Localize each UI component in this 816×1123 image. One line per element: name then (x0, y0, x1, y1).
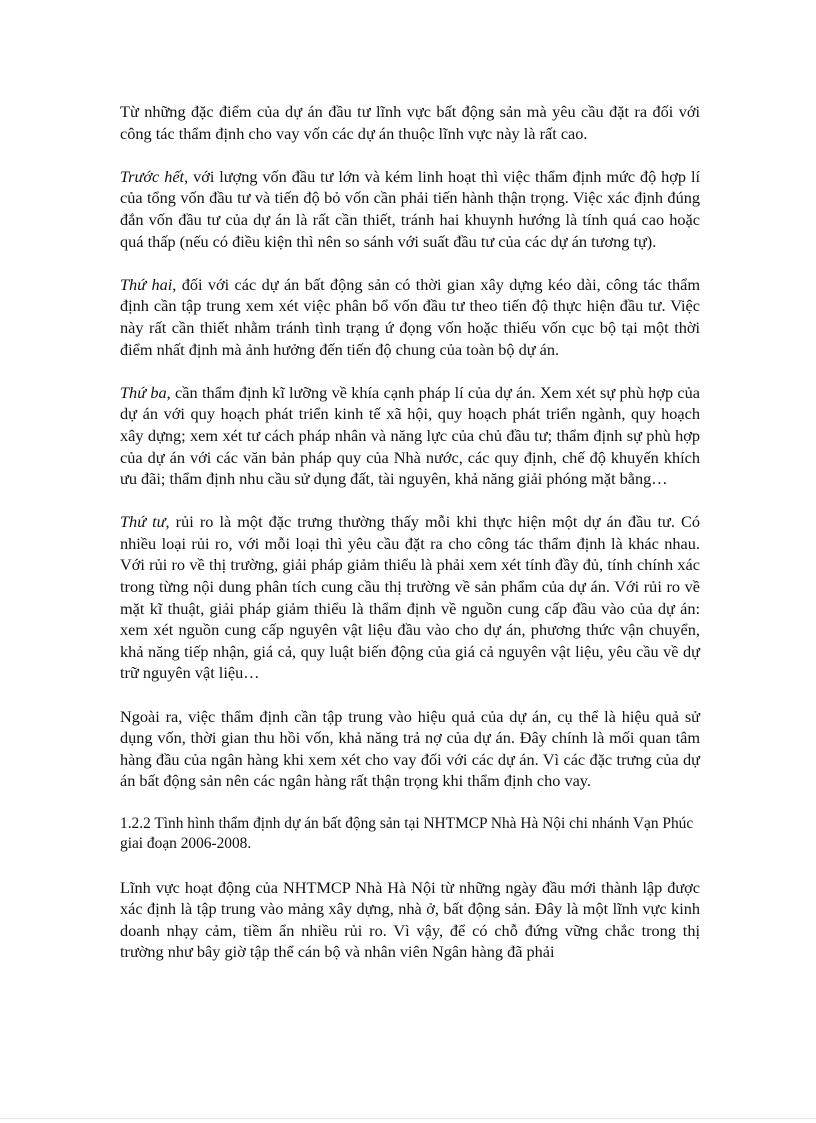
paragraph-closing: Lĩnh vực hoạt động của NHTMCP Nhà Hà Nội từ những ngày đầu mới thành lập được xác định là tập trung vào mảng xây dựng, nhà ở, bất động sản. Đây là một lĩnh vực kinh doanh nhạy cảm, tiềm ẩn nhiều rủi ro. Vì vậy, để có chỗ đứng vững chắc trong thị trường như bây giờ tập thể cán bộ và nhân viên Ngân hàng đã phải (120, 877, 700, 962)
document-page (120, 101, 700, 985)
paragraph-lead: Thứ tư (120, 512, 166, 532)
paragraph-text: , đối với các dự án bất động sản có thời gian xây dựng kéo dài, công tác thẩm định cần tập trung xem xét việc phân bổ vốn đầu tư theo tiến độ thực hiện đầu tư. Việc này rất cần thiết nhằm tránh tình trạng ứ đọng vốn hoặc thiếu vốn cục bộ tại một thời điểm nhất định mà ảnh hưởng đến tiến độ chung của toàn bộ dự án. (120, 274, 700, 359)
paragraph-intro (120, 101, 700, 144)
paragraph-lead: Thứ ba (120, 382, 167, 402)
paragraph-text: , cần thẩm định kĩ lưỡng về khía cạnh pháp lí của dự án. Xem xét sự phù hợp của dự án với quy hoạch phát triển kinh tế xã hội, quy hoạch phát triển ngành, quy hoạch xây dựng; xem xét tư cách pháp nhân và năng lực của chủ đầu tư; thẩm định sự phù hợp của dự án với các văn bản pháp quy của Nhà nước, các quy định, chế độ khuyến khích ưu đãi; thẩm định nhu cầu sử dụng đất, tài nguyên, khả năng giải phóng mặt bằng… (120, 382, 700, 489)
paragraph-second-point (120, 274, 700, 360)
paragraph-lead: Thứ hai (120, 274, 173, 294)
paragraph-efficiency (120, 706, 700, 792)
paragraph-lead: Trước hết (120, 166, 185, 186)
paragraph-third-point (120, 382, 700, 490)
paragraph-text: Từ những đặc điểm của dự án đầu tư lĩnh vực bất động sản mà yêu cầu đặt ra đối với công tác thẩm định cho vay vốn các dự án thuộc lĩnh vực này là rất cao. (120, 102, 700, 143)
paragraph-fourth-point (120, 511, 700, 684)
paragraph-text: Ngoài ra, việc thẩm định cần tập trung vào hiệu quả của dự án, cụ thể là hiệu quả sử dụng vốn, thời gian thu hồi vốn, khả năng trả nợ của dự án. Đây chính là mối quan tâm hàng đầu của ngân hàng khi xem xét cho vay đối với các dự án. Vì các đặc trưng của dự án bất động sản nên các ngân hàng rất thận trọng khi thẩm định cho vay. (120, 706, 700, 791)
page-bottom-divider (0, 1118, 816, 1119)
paragraph-text: , với lượng vốn đầu tư lớn và kém linh hoạt thì việc thẩm định mức độ hợp lí của tổng vốn đầu tư và tiến độ bỏ vốn cần phải tiến hành thận trọng. Việc xác định đúng đắn vốn đầu tư của dự án là rất cần thiết, tránh hai khuynh hướng là tính quá cao hoặc quá thấp (nếu có điều kiện thì nên so sánh với suất đầu tư của các dự án tương tự). (120, 166, 700, 251)
paragraph-text: , rủi ro là một đặc trưng thường thấy mỗi khi thực hiện một dự án đầu tư. Có nhiều loại rủi ro, với mỗi loại thì yêu cầu đặt ra cho công tác thẩm định là khác nhau. Với rủi ro về thị trường, giải pháp giảm thiểu là phải xem xét tính đầy đủ, tính chính xác trong từng nội dung phân tích cung cầu thị trường về sản phẩm của dự án. Với rủi ro về mặt kĩ thuật, giải pháp giảm thiểu là thẩm định về nguồn cung cấp đầu vào của dự án: xem xét nguồn cung cấp nguyên vật liệu đầu vào cho dự án, phương thức vận chuyển, khả năng tiếp nhận, giá cả, quy luật biến động của giá cả nguyên vật liệu, yêu cầu về dự trữ nguyên vật liệu… (120, 512, 700, 683)
paragraph-first-point (120, 166, 700, 252)
section-heading: 1.2.2 Tình hình thẩm định dự án bất động sản tại NHTMCP Nhà Hà Nội chi nhánh Vạn Phúc giai đoạn 2006-2008. (120, 814, 694, 853)
